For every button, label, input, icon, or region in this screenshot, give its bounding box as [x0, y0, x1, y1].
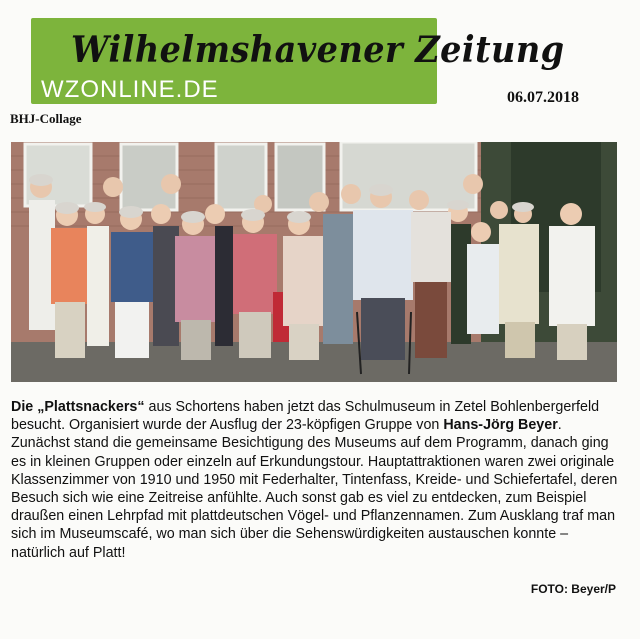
article-body	[11, 398, 621, 562]
article-text-2: . Zunächst stand die gemeinsame Besichtigung des Museums auf dem Programm, danach ging es in kleinen Gruppen oder einzeln auf Erkundungstour. Hauptattraktionen waren zwei originale Klassenzimmer von 1910 und 1950 mit Federhalter, Tintenfass, Kreide- und Schiefertafel, deren Besuch sich wie eine Zeitreise anfühlte. Auch sonst gab es viel zu entdecken, zum Beispiel draußen einen Lehrpfad mit plattdeutschen Vögel- und Pflanzennamen. Zum Ausklang traf man sich im Museumscafé, wo man sich über die Sehenswürdigkeiten austauschen konnte – natürlich auf Platt!	[11, 417, 618, 561]
newspaper-title: Wilhelmshavener Zeitung	[71, 29, 565, 71]
photo-credit: FOTO: Beyer/P	[530, 582, 616, 596]
article-author: Hans-Jörg Beyer	[443, 417, 558, 434]
newspaper-url: WZONLINE.DE	[41, 76, 219, 103]
group-photo	[11, 142, 617, 382]
article-text-1: aus Schortens haben jetzt das Schulmuseum in Zetel Bohlenbergerfeld besucht. Organisiert wurde der Ausflug der 23-köpfigen Gruppe von	[11, 399, 600, 434]
publication-date: 06.07.2018	[507, 89, 579, 106]
article-lead: Die „Plattsnackers“	[11, 399, 145, 415]
section-label: BHJ-Collage	[10, 111, 82, 126]
group-photo-icon	[11, 142, 617, 382]
